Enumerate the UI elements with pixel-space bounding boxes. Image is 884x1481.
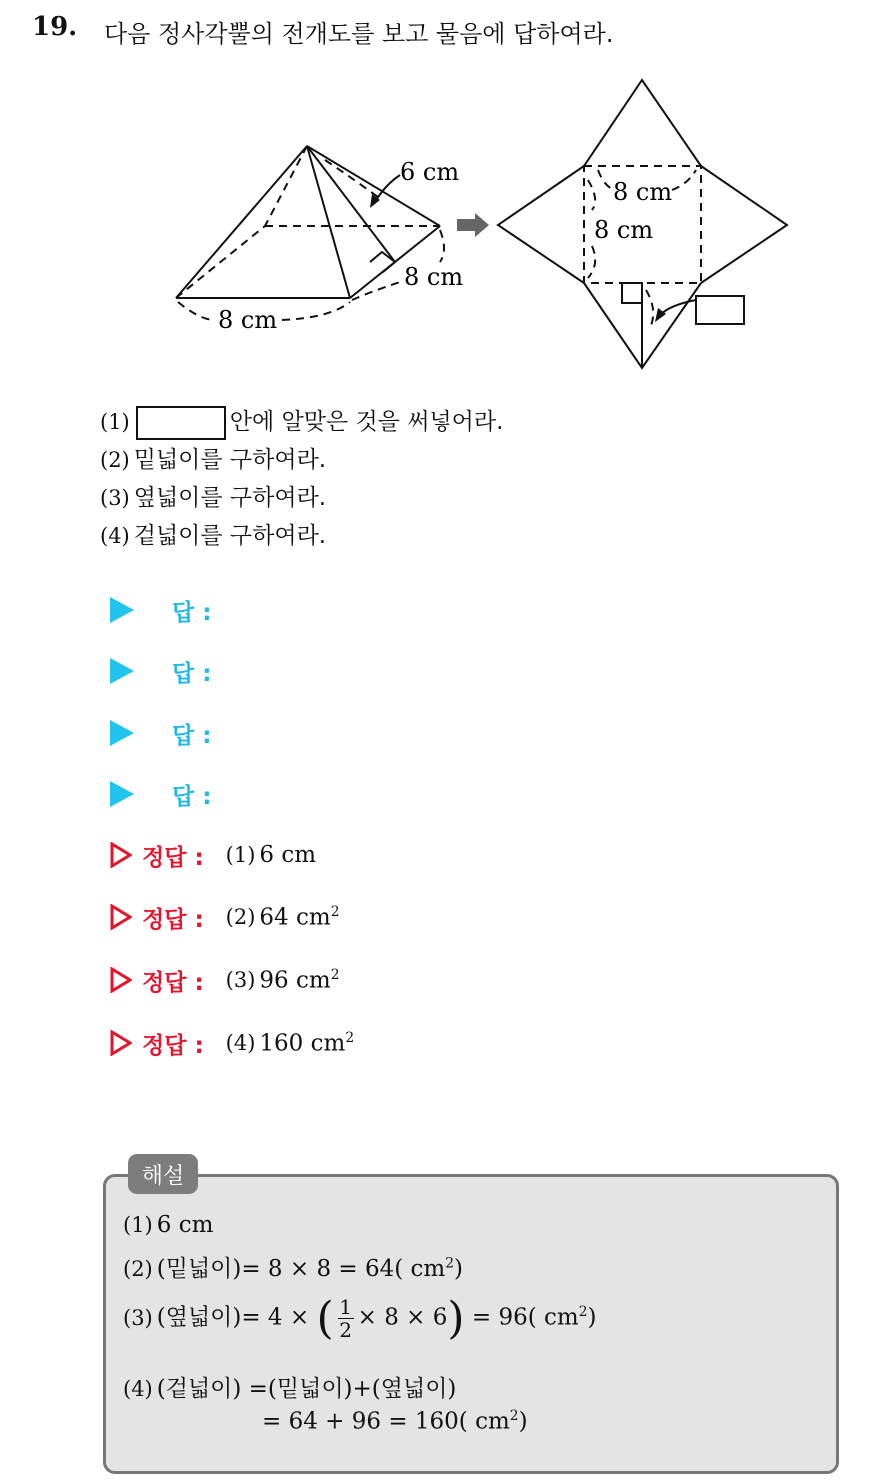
question-text: 다음 정사각뿔의 전개도를 보고 물음에 답하여라. [104, 20, 614, 48]
question-number: 19. [32, 12, 78, 42]
answer-label: 답 : [172, 660, 212, 687]
net-face-right [701, 166, 787, 283]
play-icon [110, 720, 134, 746]
outline-triangle-icon [110, 1030, 132, 1056]
explanation-tag: 해설 [128, 1154, 198, 1194]
subquestion-1: (1) 안에 알맞은 것을 써넣어라. [100, 403, 503, 440]
correct-label: 정답 : [142, 844, 204, 871]
blank-box [136, 406, 226, 440]
answer-label: 답 : [172, 783, 212, 810]
explanation-line-2: (2) (밑넓이)= 8 × 8 = 64( $cm^2$) [123, 1255, 463, 1282]
play-icon [110, 781, 134, 807]
outline-triangle-icon [110, 967, 132, 993]
brace-bottom-left [178, 302, 215, 320]
correct-answer-1: (1) 6 cm [225, 842, 317, 868]
right-angle-mark [370, 252, 395, 272]
play-icon [110, 597, 134, 623]
correct-row-2 [110, 897, 339, 937]
net-answer-blank [696, 296, 744, 324]
pyramid-edge-left [176, 146, 307, 298]
play-icon [110, 658, 134, 684]
answer-label: 답 : [172, 599, 212, 626]
base-side-bottom-label: 8 cm [218, 306, 278, 334]
net-side-top-label: 8 cm [613, 178, 673, 206]
fraction-one-half: $\frac{1}{2}$ [339, 1295, 352, 1342]
correct-answer-2: (2) 64 $cm^2$ [225, 903, 340, 931]
brace-right-upper [440, 230, 444, 262]
net-arrow [660, 300, 696, 315]
answer-row-3 [110, 713, 211, 753]
answer-label: 답 : [172, 722, 212, 749]
correct-label: 정답 : [142, 906, 204, 933]
arrow-right-icon [457, 213, 489, 237]
correct-row-3 [110, 960, 339, 1000]
correct-answer-3: (3) 96 $cm^2$ [225, 966, 340, 994]
outline-triangle-icon [110, 842, 132, 868]
pyramid-figure [0, 0, 884, 390]
correct-answer-4: (4) 160 $cm^2$ [225, 1029, 355, 1057]
correct-label: 정답 : [142, 1032, 204, 1059]
net-face-left [498, 166, 584, 283]
answer-row-2 [110, 651, 211, 691]
explanation-line-1: (1) 6 cm [123, 1212, 214, 1238]
brace-bottom-right [282, 302, 350, 320]
explanation-line-3: (3) (옆넓이)= 4 × ( $\frac{1}{2}$ × 8 × 6) = 96( $cm^2$) [123, 1293, 597, 1344]
subquestion-3: (3) 옆넓이를 구하여라. [100, 485, 327, 511]
pyramid-hidden-left [176, 226, 265, 298]
outline-triangle-icon [110, 904, 132, 930]
subquestion-4: (4) 겉넓이를 구하여라. [100, 523, 327, 549]
net-side-left-label: 8 cm [594, 216, 654, 244]
pyramid-slant-height [307, 146, 395, 262]
correct-row-1 [110, 835, 316, 875]
answer-row-1 [110, 590, 211, 630]
correct-row-4 [110, 1023, 354, 1063]
subquestion-2: (2) 밑넓이를 구하여라. [100, 447, 327, 473]
net-face-top [584, 80, 701, 166]
base-side-right-label: 8 cm [404, 263, 464, 291]
answer-row-4 [110, 774, 211, 814]
slant-label: 6 cm [400, 158, 460, 186]
net-right-angle [622, 283, 642, 303]
explanation-line-4a: (4) (겉넓이) =(밑넓이)+(옆넓이) [123, 1376, 457, 1402]
explanation-line-4b: = 64 + 96 = 160( $cm^2$) [262, 1408, 528, 1435]
net-arrowhead [655, 308, 666, 322]
correct-label: 정답 : [142, 969, 204, 996]
